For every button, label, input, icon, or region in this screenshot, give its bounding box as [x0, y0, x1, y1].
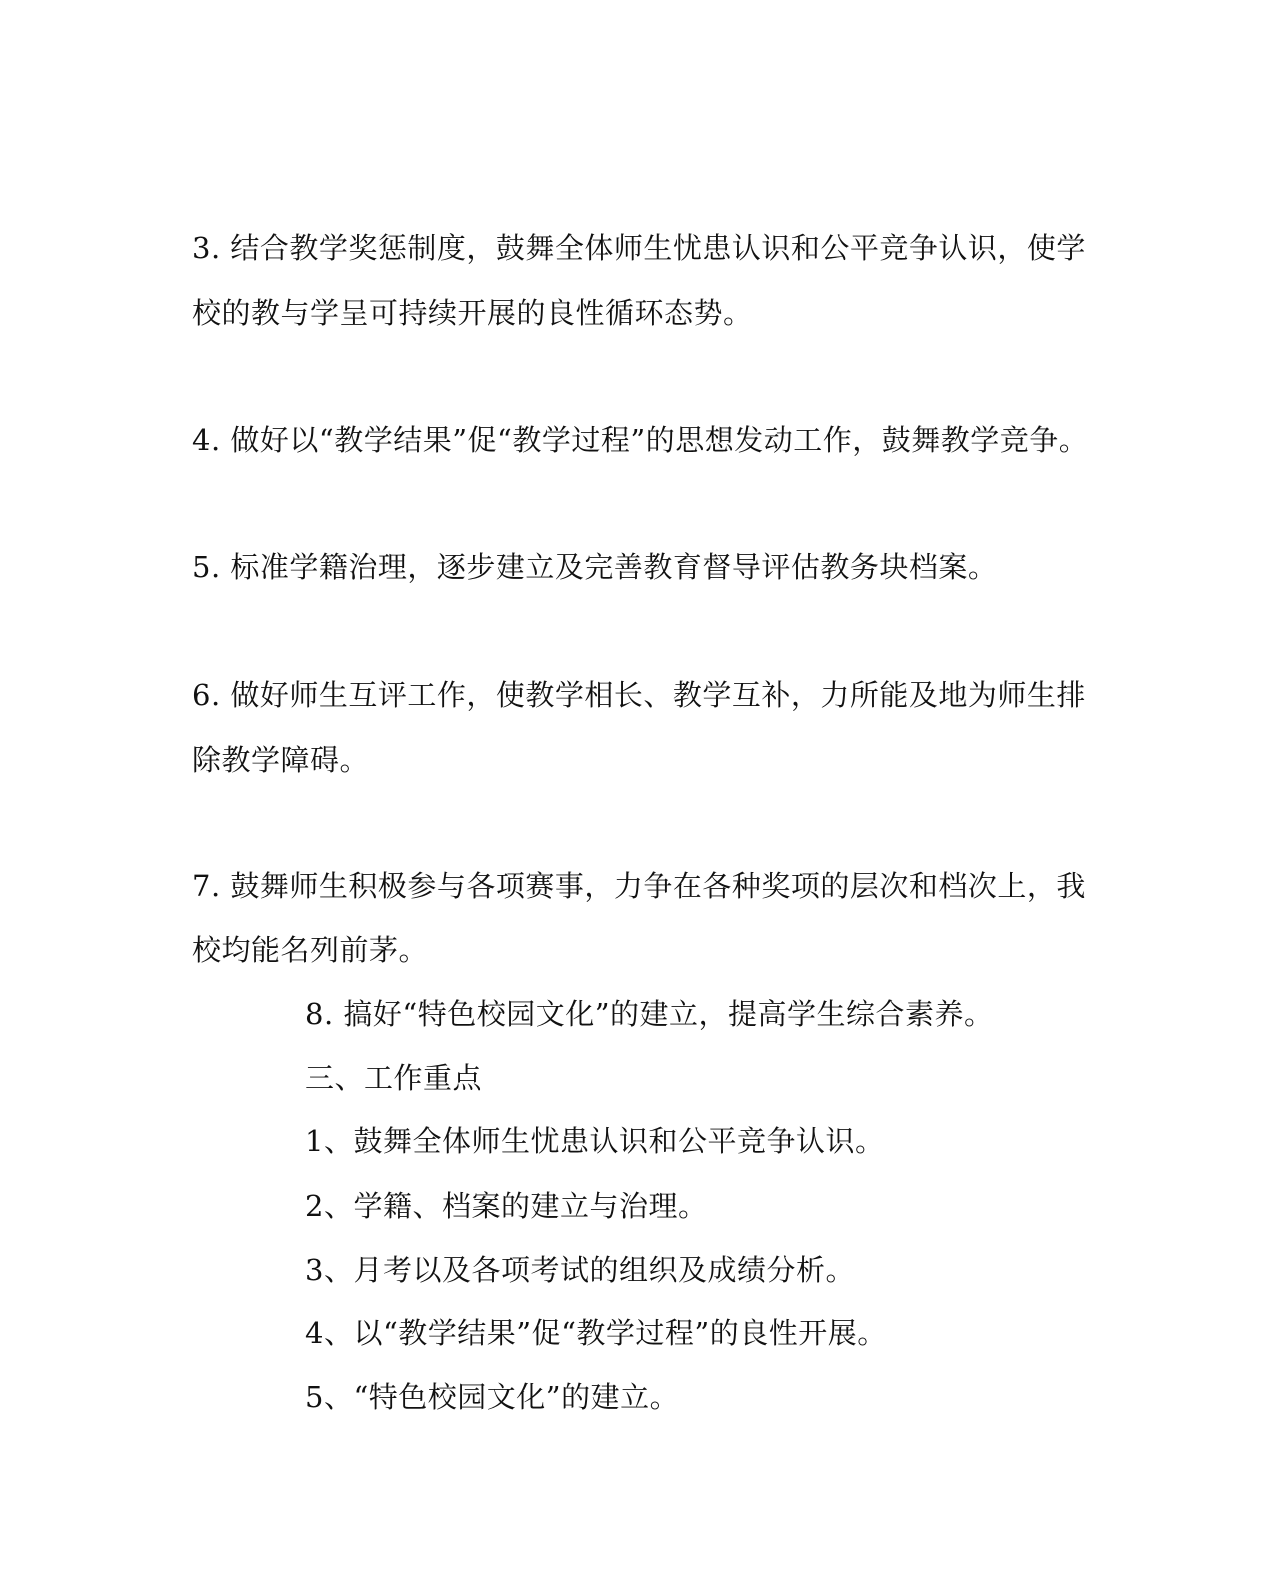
focus-item-5: 5、“特色校园文化”的建立。 [305, 1380, 680, 1414]
paragraph-7-line-1: 7. 鼓舞师生积极参与各项赛事，力争在各种奖项的层次和档次上，我 [192, 869, 1086, 903]
paragraph-3-line-2: 校的教与学呈可持续开展的良性循环态势。 [192, 296, 753, 330]
paragraph-5: 5. 标准学籍治理，逐步建立及完善教育督导评估教务块档案。 [192, 550, 998, 584]
focus-item-3: 3、月考以及各项考试的组织及成绩分析。 [305, 1253, 855, 1287]
section-heading-work-focus: 三、工作重点 [305, 1061, 483, 1095]
paragraph-6-line-1: 6. 做好师生互评工作，使教学相长、教学互补，力所能及地为师生排 [192, 678, 1086, 712]
paragraph-8: 8. 搞好“特色校园文化”的建立，提高学生综合素养。 [305, 997, 994, 1031]
paragraph-3-line-1: 3. 结合教学奖惩制度，鼓舞全体师生忧患认识和公平竞争认识，使学 [192, 231, 1086, 265]
focus-item-2: 2、学籍、档案的建立与治理。 [305, 1189, 708, 1223]
paragraph-6-line-2: 除教学障碍。 [192, 743, 370, 777]
focus-item-1: 1、鼓舞全体师生忧患认识和公平竞争认识。 [305, 1124, 885, 1158]
paragraph-4: 4. 做好以“教学结果”促“教学过程”的思想发动工作，鼓舞教学竞争。 [192, 423, 1089, 457]
paragraph-7-line-2: 校均能名列前茅。 [192, 933, 429, 967]
focus-item-4: 4、以“教学结果”促“教学过程”的良性开展。 [305, 1316, 887, 1350]
